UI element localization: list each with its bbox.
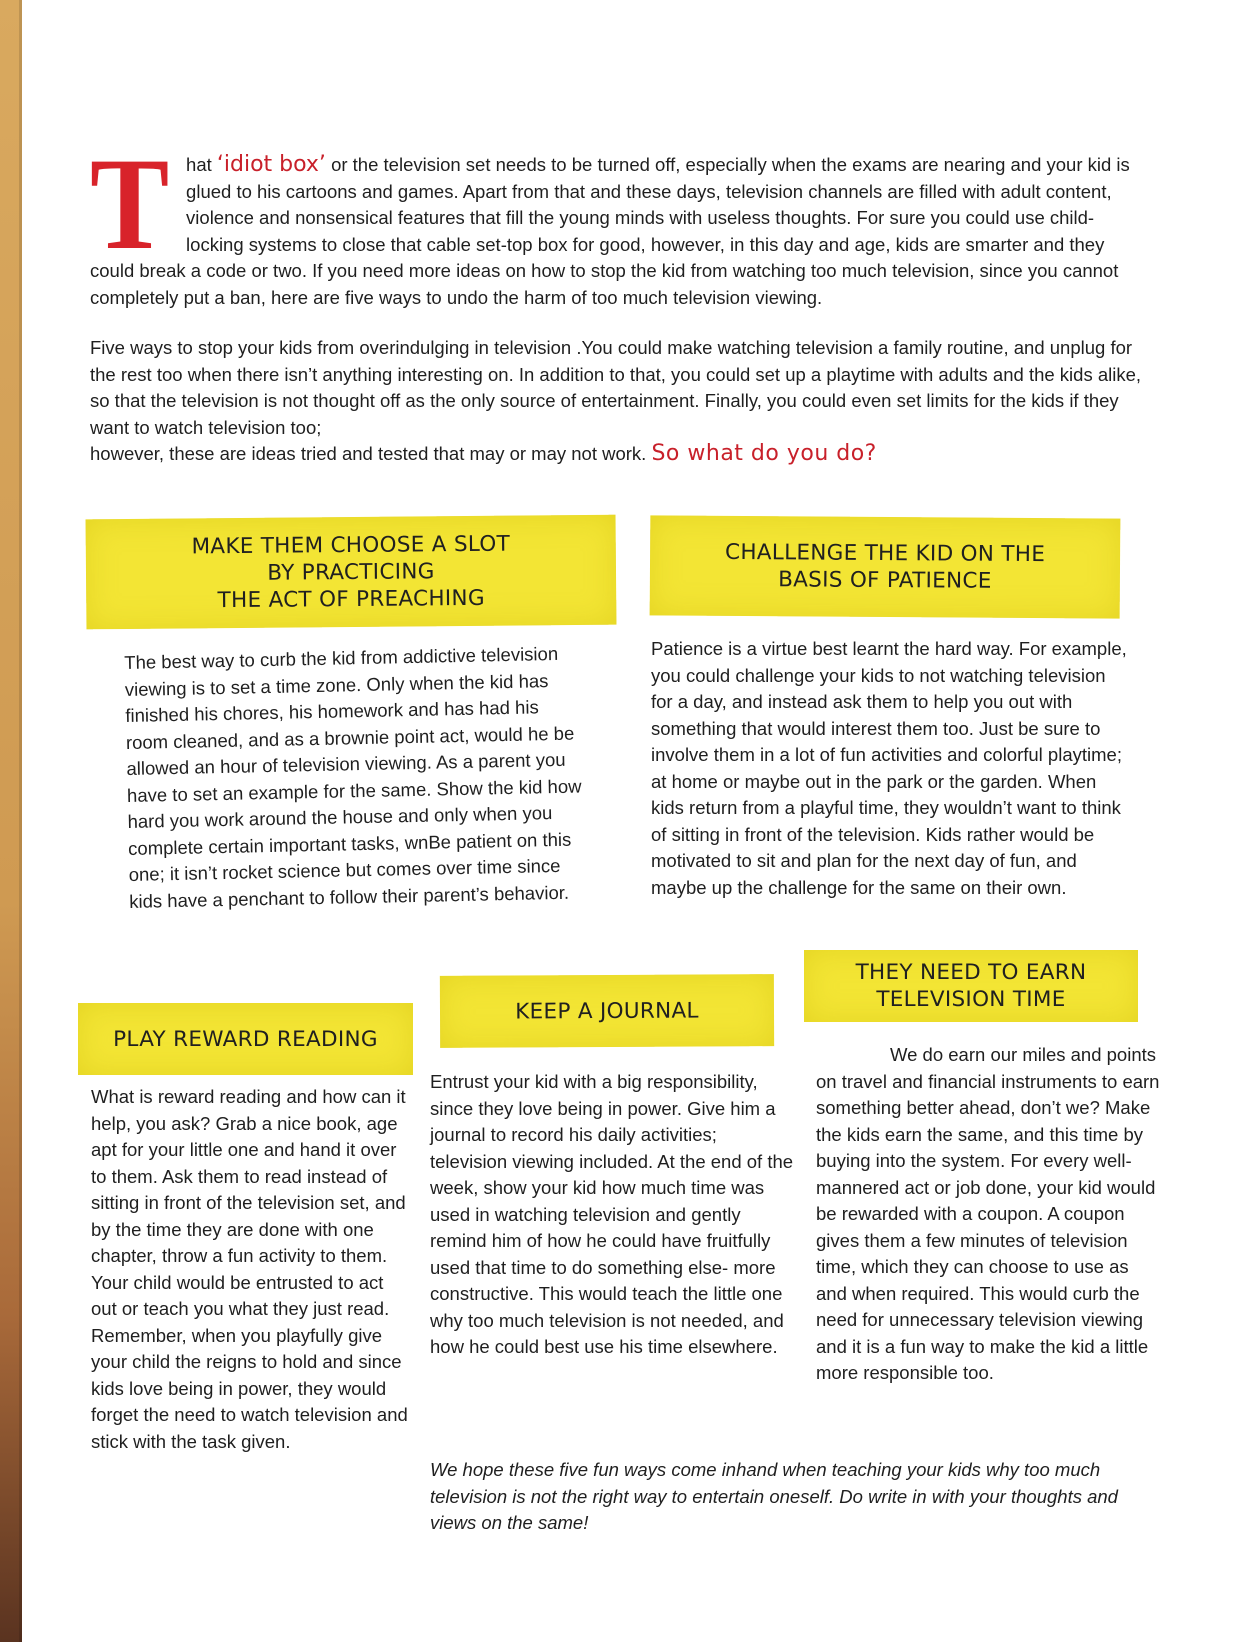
closing-note: We hope these five fun ways come inhand when teaching your kids why too much television is not the right way to entertain oneself. Do write in with your thoughts and views on the same! [430, 1459, 1118, 1533]
intro-second-block [90, 335, 1150, 468]
section-body-reading: What is reward reading and how can it help, you ask? Grab a nice book, age apt for your little one and hand it over to them. Ask them to read instead of sitting in front of the television set, and by the time they are done with one chapter, throw a fun activity to them. Your child would be entrusted to act out or teach you what they just read. Remember, when you playfully give your child the reigns to hold and since kids love being in power, they would forget the need to watch television and stick with the task given. [91, 1086, 408, 1452]
section-heading-reading: PLAY REWARD READING [78, 1003, 413, 1075]
so-what-callout: So what do you do? [651, 441, 877, 466]
intro-start: hat [186, 154, 217, 175]
intro-rest: or the television set needs to be turned off, especially when the exams are nearing and your kid is glued to his cartoons and games. Apart from that and these days, television channels are filled with adult content, violence and nonsensical features that fill the young minds with useless thoughts. For sure you could use child-locking systems to close that cable set-top box for good, however, in this day and age, kids are smarter and they could break a code or two. If you need more ideas on how to stop the kid from watching too much television, since you cannot completely put a ban, here are five ways to undo the harm of too much television viewing. [90, 154, 1130, 308]
section-heading-earn: THEY NEED TO EARN TELEVISION TIME [804, 950, 1138, 1022]
page-edge-decoration [0, 0, 22, 1642]
drop-cap: T [90, 130, 170, 277]
intro-paragraph-2: Five ways to stop your kids from overindulging in television .You could make watching television a family routine, and unplug for the rest too when there isn’t anything interesting on. In addition to that, you could set up a playtime with adults and the kids alike, so that the television is not thought off as the only source of entertainment. Finally, you could even set limits for the kids if they want to watch television too; [90, 337, 1142, 438]
section-heading-slot: MAKE THEM CHOOSE A SLOT BY PRACTICING THE ACT OF PREACHING [86, 515, 617, 630]
section-heading-journal: KEEP A JOURNAL [440, 974, 774, 1048]
section-heading-patience: CHALLENGE THE KID ON THE BASIS OF PATIENCE [650, 515, 1121, 618]
section-body-earn: We do earn our miles and points on travel and financial instruments to earn something better ahead, don’t we? Make the kids earn the same, and this time by buying into the system. For every well-mannered act or job done, your kid would be rewarded with a coupon. A coupon gives them a few minutes of television time, which they can choose to use as and when required. This would curb the need for unnecessary television viewing and it is a fun way to make the kid a little more responsible too. [816, 1044, 1160, 1383]
intro-paragraph-3-text: however, these are ideas tried and tested that may or may not work. [90, 443, 652, 464]
section-body-patience: Patience is a virtue best learnt the hard way. For example, you could challenge your kids to not watching television for a day, and instead ask them to help you out with something that would interest them too. Just be sure to involve them in a lot of fun activities and colorful playtime; at home or maybe out in the park or the garden. When kids return from a playful time, they wouldn’t want to think of sitting in front of the television. Kids rather would be motivated to sit and plan for the next day of fun, and maybe up the challenge for the same on their own. [651, 638, 1127, 898]
intro-paragraph [90, 130, 1150, 311]
section-body-earn-block [816, 1042, 1161, 1387]
section-body-slot: The best way to curb the kid from addictive television viewing is to set a time zone. Only when the kid has finished his chores, his homework and has had his room cleaned, and as a brownie point act, would he be allowed an hour of television viewing. As a parent you have to set an example for the same. Show the kid how hard you work around the house and only when you complete certain important tasks, wnBe patient on this one; it isn’t rocket science but comes over time since kids have a penchant to follow their parent’s behavior. [124, 642, 582, 912]
idiot-box-highlight: ‘idiot box’ [216, 152, 326, 177]
intro-paragraph-3 [90, 441, 1150, 468]
section-body-journal: Entrust your kid with a big responsibility, since they love being in power. Give him a journal to record his daily activities; television viewing included. At the end of the week, show your kid how much time was used in watching television and gently remind him of how he could have fruitfully used that time to do something else- more constructive. This would teach the little one why too much television is not needed, and how he could best use his time elsewhere. [430, 1071, 794, 1357]
